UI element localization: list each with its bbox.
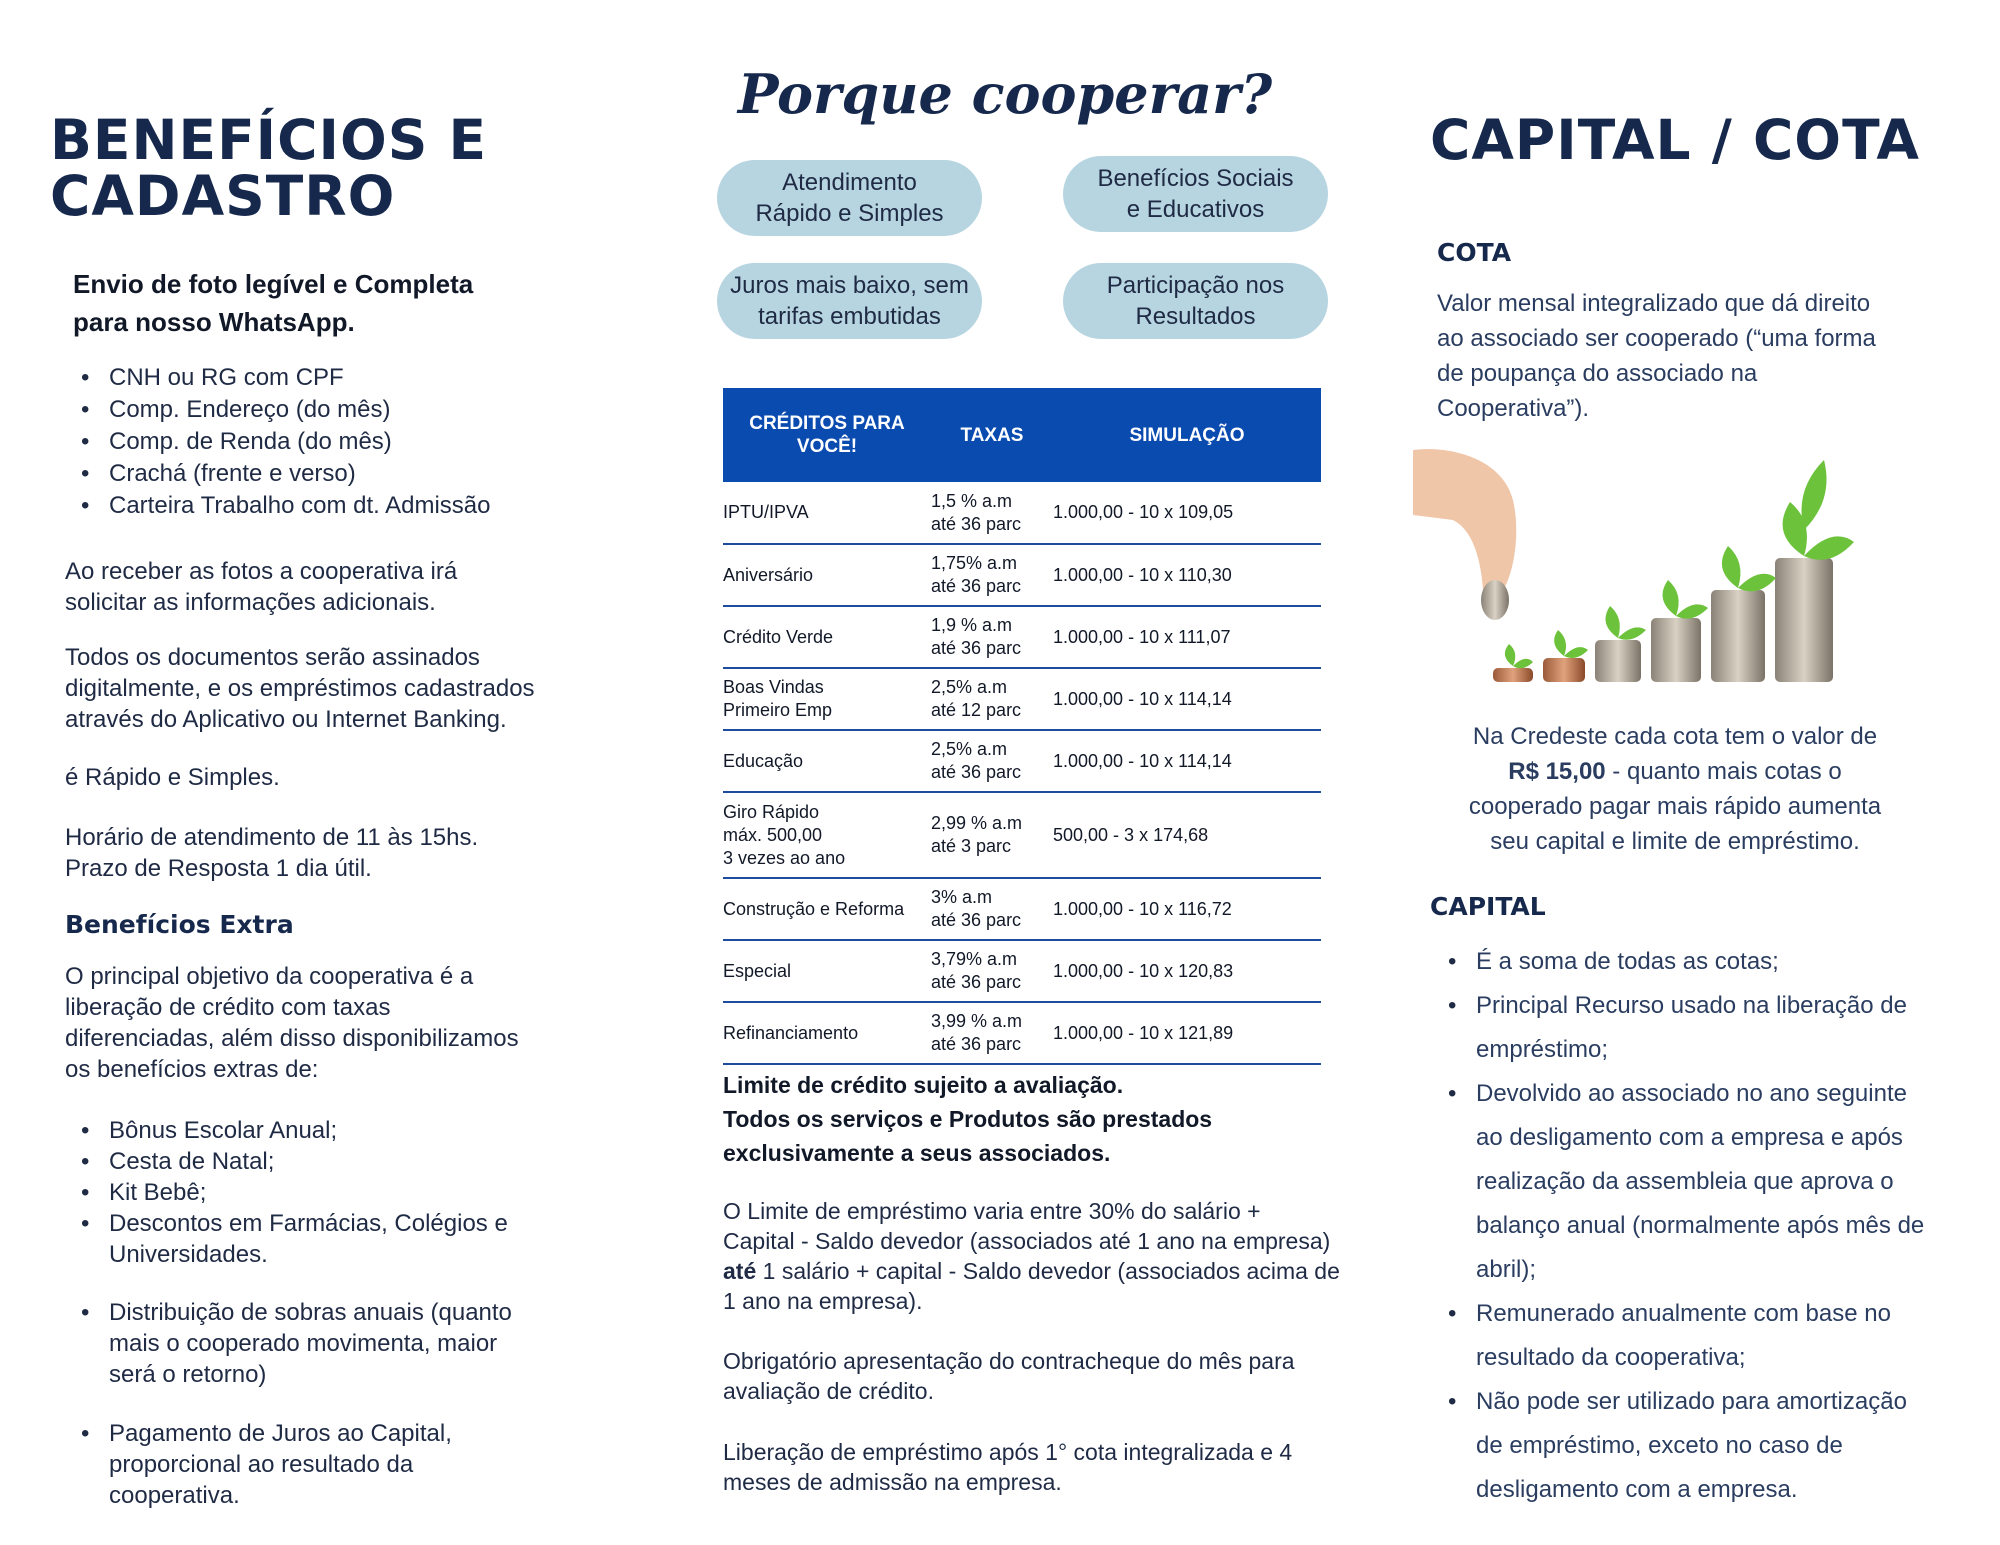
table-row <box>723 730 1321 792</box>
cell-line: 2,99 % a.m <box>931 813 1023 833</box>
text-line: 1 ano na empresa). <box>723 1288 923 1314</box>
cell-line: até 36 parc <box>931 638 1022 658</box>
text-line: de empréstimo, exceto no caso de <box>1476 1432 1843 1459</box>
cell-line: Especial <box>723 960 792 981</box>
simulation-cell: 1.000,00 - 10 x 109,05 <box>1053 482 1321 544</box>
text-line: • Distribuição de sobras anuais (quanto <box>109 1299 512 1326</box>
text-line: proporcional ao resultado da <box>109 1451 414 1478</box>
cell-line: até 36 parc <box>931 972 1022 992</box>
text-line: Obrigatório apresentação do contracheque do mês para <box>723 1348 1295 1374</box>
info-paragraph <box>65 642 605 735</box>
table-header-row <box>723 388 1321 482</box>
credit-name-cell <box>723 878 931 940</box>
release-paragraph <box>723 1437 1363 1497</box>
capital-title: CAPITAL <box>1430 892 1546 921</box>
cell-line: 2,5% a.m <box>931 677 1008 697</box>
benefit-pill <box>1063 156 1328 232</box>
intro-line: para nosso WhatsApp. <box>73 307 355 337</box>
right-section-title: CAPITAL / COTA <box>1430 108 1920 172</box>
whatsapp-instructions <box>73 265 593 341</box>
rate-cell <box>931 606 1053 668</box>
cell-line: até 36 parc <box>931 762 1022 782</box>
response-time: Prazo de Resposta 1 dia útil. <box>65 855 372 882</box>
list-item <box>1440 984 1970 1072</box>
info-paragraph <box>65 556 585 618</box>
text-line: será o retorno) <box>109 1361 267 1388</box>
pill-line: Participação nos <box>1106 272 1285 299</box>
table-row <box>723 482 1321 544</box>
cell-line: Refinanciamento <box>723 1022 859 1043</box>
credit-name-cell <box>723 792 931 878</box>
table-row <box>723 792 1321 878</box>
credit-name-cell <box>723 1002 931 1064</box>
credit-rates-table <box>723 388 1321 1065</box>
simulation-cell: 1.000,00 - 10 x 111,07 <box>1053 606 1321 668</box>
text-line: mais o cooperado movimenta, maior <box>109 1330 498 1357</box>
cell-line: até 36 parc <box>931 910 1022 930</box>
simulation-cell: 1.000,00 - 10 x 121,89 <box>1053 1002 1321 1064</box>
simulation-cell: 1.000,00 - 10 x 110,30 <box>1053 544 1321 606</box>
text-span: - quanto mais cotas o <box>1605 758 1842 785</box>
cell-line: até 36 parc <box>931 513 1022 534</box>
loan-limit-paragraph <box>723 1196 1393 1316</box>
text-line: Liberação de empréstimo após 1° cota integralizada e 4 <box>723 1439 1293 1465</box>
header-line: CRÉDITOS PARA <box>749 413 905 434</box>
simulation-cell: 1.000,00 - 10 x 114,14 <box>1053 730 1321 792</box>
list-item <box>73 1208 593 1270</box>
simulation-cell: 500,00 - 3 x 174,68 <box>1053 792 1321 878</box>
text-line: • Principal Recurso usado na liberação de <box>1476 992 1907 1019</box>
text-line: Na Credeste cada cota tem o valor de <box>1472 723 1878 750</box>
credit-name-cell <box>723 940 931 1002</box>
cell-line: Construção e Reforma <box>723 898 905 919</box>
info-paragraph: é Rápido e Simples. <box>65 764 280 791</box>
title-line: BENEFÍCIOS E <box>50 108 488 172</box>
credit-note <box>723 1068 1283 1170</box>
rate-cell <box>931 878 1053 940</box>
text-line: Limite de crédito sujeito a avaliação. <box>723 1072 1124 1098</box>
cell-line: 1,5 % a.m <box>931 490 1013 511</box>
table-row <box>723 606 1321 668</box>
cell-line: 2,5% a.m <box>931 739 1008 759</box>
text-line: O Limite de empréstimo varia entre 30% do salário + <box>723 1198 1261 1224</box>
header-simulation: SIMULAÇÃO <box>1053 388 1321 482</box>
credit-table-body <box>723 482 1321 1064</box>
cell-line: Aniversário <box>723 564 814 585</box>
rate-cell <box>931 544 1053 606</box>
text-line: • Devolvido ao associado no ano seguinte <box>1476 1080 1907 1107</box>
text-line: Capital - Saldo devedor (associados até 1 ano na empresa) <box>723 1228 1331 1254</box>
extra-benefits-list <box>73 1418 573 1511</box>
text-line <box>1420 754 1930 789</box>
rate-cell <box>931 482 1053 544</box>
list-item: • Cesta de Natal; <box>73 1146 593 1177</box>
text-line: ao desligamento com a empresa e após <box>1476 1124 1903 1151</box>
pill-line: Benefícios Sociais <box>1097 165 1294 192</box>
list-item: • Kit Bebê; <box>73 1177 593 1208</box>
cell-line: máx. 500,00 <box>723 824 823 845</box>
benefit-pill <box>717 263 982 339</box>
title-line: CADASTRO <box>50 164 396 228</box>
text-line: resultado da cooperativa; <box>1476 1344 1746 1371</box>
list-item: • Crachá (frente e verso) <box>73 458 593 490</box>
text-line: exclusivamente a seus associados. <box>723 1140 1111 1166</box>
text-line: diferenciadas, além disso disponibilizamos <box>65 1025 519 1052</box>
cota-description <box>1437 286 1907 426</box>
text-span: 1 salário + capital - Saldo devedor (associados acima de <box>756 1258 1340 1284</box>
list-item <box>1440 1292 1970 1380</box>
text-line: Todos os serviços e Produtos são prestados <box>723 1106 1213 1132</box>
cell-line: 3 vezes ao ano <box>723 847 846 868</box>
text-line: • Descontos em Farmácias, Colégios e <box>109 1210 508 1237</box>
bold-text: até <box>723 1258 757 1284</box>
credit-name-cell <box>723 606 931 668</box>
cell-line: Crédito Verde <box>723 626 834 647</box>
cota-title: COTA <box>1437 238 1512 267</box>
text-line: Todos os documentos serão assinados <box>65 644 480 671</box>
cell-line: 3% a.m <box>931 887 993 907</box>
cota-price: R$ 15,00 <box>1508 758 1606 785</box>
pill-line: e Educativos <box>1126 196 1265 223</box>
list-item: • Comp. de Renda (do mês) <box>73 426 593 458</box>
cell-line: 1,75% a.m <box>931 553 1018 573</box>
required-documents-list <box>73 362 593 522</box>
cell-line: IPTU/IPVA <box>723 502 809 522</box>
benefit-pill <box>1063 263 1328 339</box>
text-line: Universidades. <box>109 1241 268 1268</box>
cell-line: 1,9 % a.m <box>931 615 1013 635</box>
text-line: solicitar as informações adicionais. <box>65 589 436 616</box>
text-line <box>723 1256 1393 1286</box>
cell-line: Primeiro Emp <box>723 700 833 720</box>
table-row <box>723 544 1321 606</box>
list-item <box>1440 1380 1970 1512</box>
cell-line: Boas Vindas <box>723 677 824 697</box>
text-line: liberação de crédito com taxas <box>65 994 391 1021</box>
table-row <box>723 668 1321 730</box>
text-line: O principal objetivo da cooperativa é a <box>65 963 474 990</box>
paycheck-paragraph <box>723 1346 1393 1406</box>
list-item: • Comp. Endereço (do mês) <box>73 394 593 426</box>
extra-benefits-list <box>73 1115 593 1270</box>
pill-line: Rápido e Simples <box>755 200 944 227</box>
left-section-title <box>50 108 610 228</box>
list-item <box>73 1297 573 1390</box>
credit-name-cell <box>723 730 931 792</box>
text-line: • Remunerado anualmente com base no <box>1476 1300 1891 1327</box>
why-cooperate-title: Porque cooperar? <box>737 62 1273 126</box>
falling-coin <box>1481 580 1509 620</box>
header-rates: TAXAS <box>931 388 1053 482</box>
text-line: digitalmente, e os empréstimos cadastrados <box>65 675 535 702</box>
cell-line: até 3 parc <box>931 836 1012 856</box>
list-item <box>1440 1072 1970 1292</box>
cell-line: 3,79% a.m <box>931 949 1018 969</box>
list-item: • CNH ou RG com CPF <box>73 362 593 394</box>
capital-list <box>1440 940 1970 1512</box>
coin-stacks <box>1493 558 1833 682</box>
cell-line: até 36 parc <box>931 1034 1022 1054</box>
table-row <box>723 1002 1321 1064</box>
cell-line: até 36 parc <box>931 576 1022 596</box>
text-line: Cooperativa”). <box>1437 395 1590 422</box>
simulation-cell: 1.000,00 - 10 x 120,83 <box>1053 940 1321 1002</box>
benefit-pill <box>717 160 982 236</box>
list-item <box>1440 940 1970 984</box>
rate-cell <box>931 792 1053 878</box>
rate-cell <box>931 730 1053 792</box>
cota-value-text <box>1420 719 1930 859</box>
extra-benefits-list <box>73 1297 573 1390</box>
text-line: cooperativa. <box>109 1482 240 1509</box>
text-line: de poupança do associado na <box>1437 360 1758 387</box>
text-line: cooperado pagar mais rápido aumenta <box>1468 793 1882 820</box>
text-line: meses de admissão na empresa. <box>723 1469 1062 1495</box>
table-row <box>723 940 1321 1002</box>
intro-line: Envio de foto legível e Completa <box>73 269 474 299</box>
text-line: • É a soma de todas as cotas; <box>1476 948 1779 975</box>
text-line: balanço anual (normalmente após mês de <box>1476 1212 1925 1239</box>
simulation-cell: 1.000,00 - 10 x 116,72 <box>1053 878 1321 940</box>
rate-cell <box>931 940 1053 1002</box>
text-line: • Pagamento de Juros ao Capital, <box>109 1420 452 1447</box>
text-line: Ao receber as fotos a cooperativa irá <box>65 558 458 585</box>
cell-line: Giro Rápido <box>723 801 820 822</box>
list-item: • Carteira Trabalho com dt. Admissão <box>73 490 593 522</box>
text-line: através do Aplicativo ou Internet Banking. <box>65 706 507 733</box>
list-item: • Bônus Escolar Anual; <box>73 1115 593 1146</box>
rate-cell <box>931 668 1053 730</box>
credit-name-cell <box>723 482 931 544</box>
rate-cell <box>931 1002 1053 1064</box>
text-line: desligamento com a empresa. <box>1476 1476 1798 1503</box>
text-line: • Não pode ser utilizado para amortização <box>1476 1388 1907 1415</box>
text-line: empréstimo; <box>1476 1036 1609 1063</box>
cell-line: Educação <box>723 750 804 771</box>
info-paragraph <box>65 961 585 1085</box>
cell-line: 3,99 % a.m <box>931 1011 1023 1031</box>
text-line: ao associado ser cooperado (“uma forma <box>1437 325 1876 352</box>
list-item <box>73 1418 573 1511</box>
pill-line: tarifas embutidas <box>758 303 941 330</box>
hand-shape <box>1413 449 1516 590</box>
text-line: os benefícios extras de: <box>65 1056 319 1083</box>
text-line: avaliação de crédito. <box>723 1378 934 1404</box>
service-hours: Horário de atendimento de 11 às 15hs. <box>65 824 479 851</box>
text-line: Valor mensal integralizado que dá direito <box>1437 290 1871 317</box>
simulation-cell: 1.000,00 - 10 x 114,14 <box>1053 668 1321 730</box>
header-credits <box>723 388 931 482</box>
credit-name-cell <box>723 544 931 606</box>
pill-line: Atendimento <box>782 169 917 196</box>
pill-line: Resultados <box>1135 303 1256 330</box>
text-line: realização da assembleia que aprova o <box>1476 1168 1894 1195</box>
table-row <box>723 878 1321 940</box>
text-line: abril); <box>1476 1256 1537 1283</box>
extra-benefits-title: Benefícios Extra <box>65 910 294 939</box>
header-line: VOCÊ! <box>796 436 858 457</box>
pill-line: Juros mais baixo, sem <box>730 272 969 299</box>
cell-line: até 12 parc <box>931 700 1022 720</box>
credit-name-cell <box>723 668 931 730</box>
coins-plants-illustration <box>1413 440 1933 702</box>
text-line: seu capital e limite de empréstimo. <box>1490 828 1860 855</box>
